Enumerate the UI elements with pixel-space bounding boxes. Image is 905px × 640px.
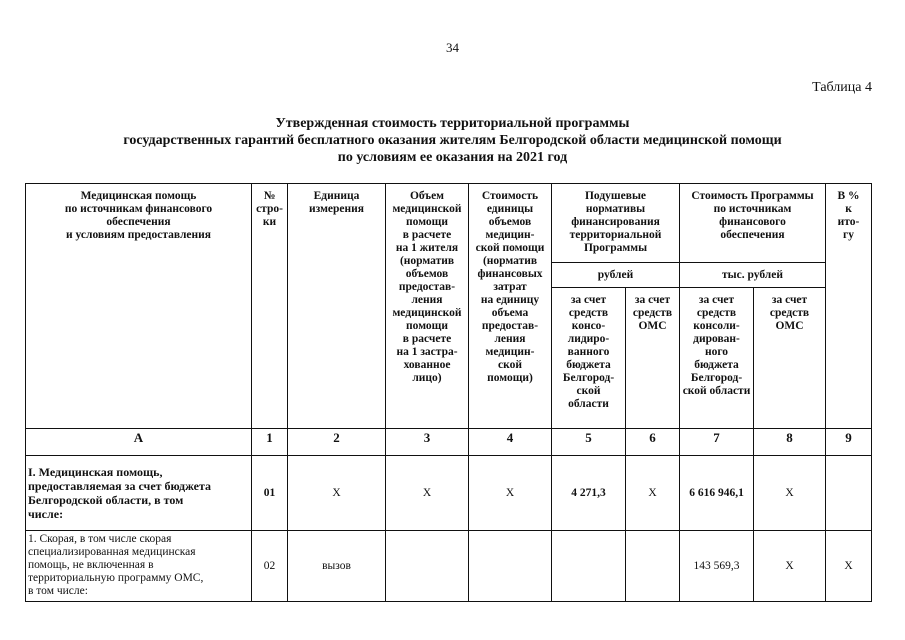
row-unit: X <box>288 456 386 531</box>
header-col-2: Единица измерения <box>288 184 386 429</box>
row-percent: X <box>826 531 872 602</box>
header-program-cost-group: Стоимость Программы по источникам финансового обеспечения <box>680 184 826 263</box>
document-title <box>0 115 905 166</box>
row-cost-oms: X <box>754 456 826 531</box>
header-col-1: № стро- ки <box>252 184 288 429</box>
header-per-capita-group: Подушевые нормативы финансирования территориальной Программы <box>552 184 680 263</box>
row-per-capita-budget <box>552 531 626 602</box>
row-cost-budget: 6 616 946,1 <box>680 456 754 531</box>
numbering-cell: 3 <box>386 429 469 456</box>
table-label: Таблица 4 <box>812 80 872 95</box>
row-number: 01 <box>252 456 288 531</box>
row-volume: X <box>386 456 469 531</box>
title-line-1: Утвержденная стоимость территориальной программы <box>275 116 630 131</box>
row-volume <box>386 531 469 602</box>
header-col-9: В % к ито- гу <box>826 184 872 429</box>
row-per-capita-oms: X <box>626 456 680 531</box>
header-col-a: Медицинская помощь по источникам финансового обеспечения и условиям предоставления <box>26 184 252 429</box>
row-unit: вызов <box>288 531 386 602</box>
row-per-capita-oms <box>626 531 680 602</box>
title-line-3: по условиям ее оказания на 2021 год <box>337 150 568 165</box>
numbering-row <box>26 429 872 456</box>
row-per-capita-budget: 4 271,3 <box>552 456 626 531</box>
header-unit-thousand-rubles: тыс. рублей <box>680 263 826 288</box>
numbering-cell: 7 <box>680 429 754 456</box>
page-number: 34 <box>446 40 459 55</box>
row-unit-cost: X <box>469 456 552 531</box>
numbering-cell: 5 <box>552 429 626 456</box>
row-cost-oms: X <box>754 531 826 602</box>
row-description: 1. Скорая, в том числе скорая специализированная медицинская помощь, не включенная в территориальную программу ОМС, в том числе: <box>26 531 252 602</box>
cost-table <box>25 183 872 602</box>
table-row <box>26 531 872 602</box>
header-col-3: Объем медицинской помощи в расчете на 1 жителя (норматив объемов предостав- ления медицинской помощи в расчете на 1 застра- хованное лицо) <box>386 184 469 429</box>
numbering-cell: 9 <box>826 429 872 456</box>
numbering-cell: 4 <box>469 429 552 456</box>
row-percent <box>826 456 872 531</box>
title-line-2: государственных гарантий бесплатного оказания жителям Белгородской области медицинской помощи <box>123 133 782 148</box>
numbering-cell: 6 <box>626 429 680 456</box>
numbering-cell: 2 <box>288 429 386 456</box>
row-description: I. Медицинская помощь, предоставляемая за счет бюджета Белгородской области, в том числе: <box>26 456 252 531</box>
numbering-cell: 1 <box>252 429 288 456</box>
header-row-1 <box>26 184 872 263</box>
header-col-4: Стоимость единицы объемов медицин- ской помощи (норматив финансовых затрат на единицу объема предостав- ления медицин- ской помощи) <box>469 184 552 429</box>
header-col-8: за счет средств ОМС <box>754 288 826 429</box>
row-cost-budget: 143 569,3 <box>680 531 754 602</box>
header-col-6: за счет средств ОМС <box>626 288 680 429</box>
table-row <box>26 456 872 531</box>
row-unit-cost <box>469 531 552 602</box>
row-number: 02 <box>252 531 288 602</box>
header-unit-rubles: рублей <box>552 263 680 288</box>
numbering-cell: 8 <box>754 429 826 456</box>
header-col-7: за счет средств консоли- дирован- ного бюджета Белгород- ской области <box>680 288 754 429</box>
header-col-5: за счет средств консо- лидиро- ванного бюджета Белгород- ской области <box>552 288 626 429</box>
numbering-cell: А <box>26 429 252 456</box>
